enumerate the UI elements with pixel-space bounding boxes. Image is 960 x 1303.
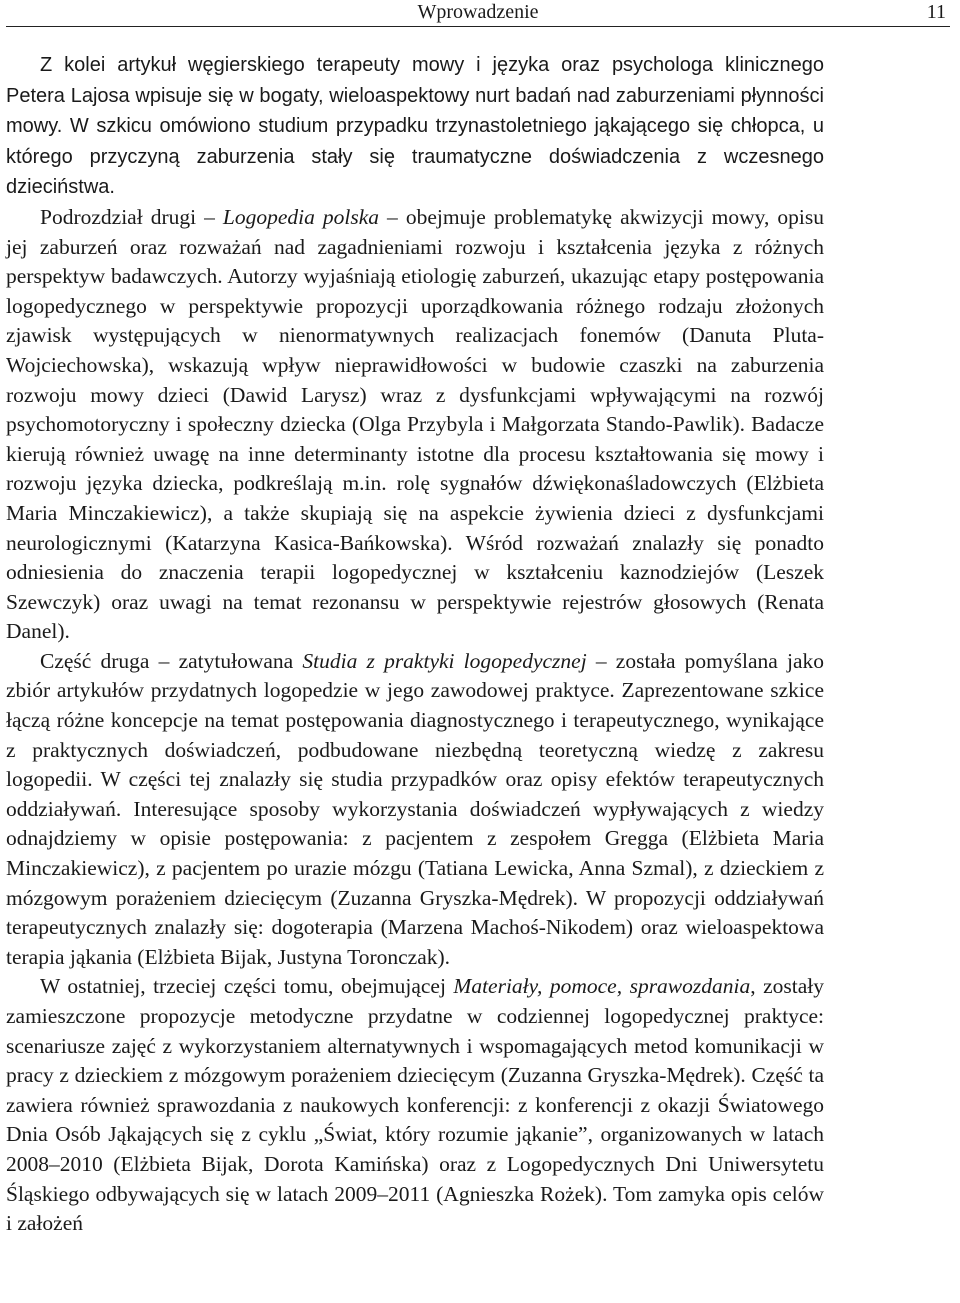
- paragraph: [6, 203, 824, 647]
- paragraph: [6, 647, 824, 973]
- italic-text-segment: Logopedia polska: [222, 204, 380, 229]
- text-segment: , zostały zamieszczone propozycje metodyczne przydatne w codziennej logopedycznej praktyce: scenariusze zajęć z wykorzystaniem alternatywnych i wspomagających metod komunikacji w pracy z dzieckiem z mózgowym porażeniem dziecięcym (Zuzanna Gryszka-Mędrek). Część ta zawiera również sprawozdania z naukowych konferencji: z konferencji z okazji Światowego Dnia Osób Jąkających się z cyklu „Świat, który rozumie jąkanie”, organizowanych w latach 2008–2010 (Elżbieta Bijak, Dorota Kamińska) oraz z Logopedycznych Dni Uniwersytetu Śląskiego odbywających się w latach 2009–2011 (Agnieszka Rożek). Tom zamyka opis celów i założeń: [6, 974, 825, 1236]
- text-segment: W ostatniej, trzeciej części tomu, obejmującej: [40, 974, 454, 999]
- text-segment: – została pomyślana jako zbiór artykułów przydatnych logopedzie w jego zawodowej praktyce. Zaprezentowane szkice łączą różne koncepcje na temat postępowania diagnostycznego i terapeutycznego, wynikające z praktycznych doświadczeń, podbudowane niezbędną teoretyczną wiedzę z zakresu logopedii. W części tej znalazły się studia przypadków oraz opisy efektów terapeutycznych oddziaływań. Interesujące sposoby wykorzystania doświadczeń wypływających z wiedzy odnajdziemy w opisie postępowania: z pacjentem z zespołem Gregga (Elżbieta Maria Minczakiewicz), z pacjentem po urazie mózgu (Tatiana Lewicka, Anna Szmal), z dzieckiem z mózgowym porażeniem dziecięcym (Zuzanna Gryszka-Mędrek). W propozycji oddziaływań terapeutycznych znalazły się: dogoterapia (Marzena Machoś-Nikodem) oraz wieloaspektowa terapia jąkania (Elżbieta Bijak, Justyna Toronczak).: [6, 648, 825, 969]
- paragraph: [6, 972, 824, 1238]
- text-segment: Podrozdział drugi –: [40, 204, 223, 229]
- text-segment: – obejmuje problematykę akwizycji mowy, opisu jej zaburzeń oraz rozważań nad zagadnieniami rozwoju i kształcenia języka z różnych perspektyw badawczych. Autorzy wyjaśniają etiologię zaburzeń, ukazując etapy postępowania logopedycznego w perspektywie propozycji uporządkowania różnego rodzaju złożonych zjawisk występujących w nienormatywnych realizacjach fonemów (Danuta Pluta-Wojciechowska), wskazują wpływ nieprawidłowości w budowie czaszki na zaburzenia rozwoju mowy dzieci (Dawid Larysz) wraz z dysfunkcjami wpływającymi na rozwój psychomotoryczny i społeczny dziecka (Olga Przybyla i Małgorzata Stando-Pawlik). Badacze kierują również uwagę na inne determinanty istotne dla procesu kształtowania się mowy i rozwoju języka dziecka, podkreślają m.in. rolę sygnałów dźwiękonaśladowczych (Elżbieta Maria Minczakiewicz), a także skupiają się na aspekcie żywienia dzieci z dysfunkcjami neurologicznymi (Katarzyna Kasica-Bańkowska). Wśród rozważań znalazły się ponadto odniesienia do znaczenia terapii logopedycznej w kształceniu kaznodziejów (Leszek Szewczyk) oraz uwagi na temat rezonansu w perspektywie rejestrów głosowych (Renata Danel).: [6, 204, 825, 644]
- body-text: [6, 50, 824, 1239]
- page-number: 11: [926, 1, 946, 23]
- header-title: Wprowadzenie: [417, 1, 539, 23]
- italic-text-segment: Materiały, pomoce, sprawozdania: [453, 974, 751, 999]
- running-header: [6, 0, 950, 27]
- text-segment: Z kolei artykuł węgierskiego terapeuty mowy i języka oraz psychologa klinicznego Petera Lajosa wpisuje się w bogaty, wieloaspektowy nurt badań nad zaburzeniami płynności mowy. W szkicu omówiono studium przypadku trzynastoletniego jąkającego się chłopca, u którego przyczyną zaburzenia stały się traumatyczne doświadczenia z wczesnego dzieciństwa.: [6, 54, 824, 199]
- paragraph: [6, 50, 824, 203]
- italic-text-segment: Studia z praktyki logopedycznej: [302, 648, 587, 673]
- text-segment: Część druga – zatytułowana: [40, 648, 303, 673]
